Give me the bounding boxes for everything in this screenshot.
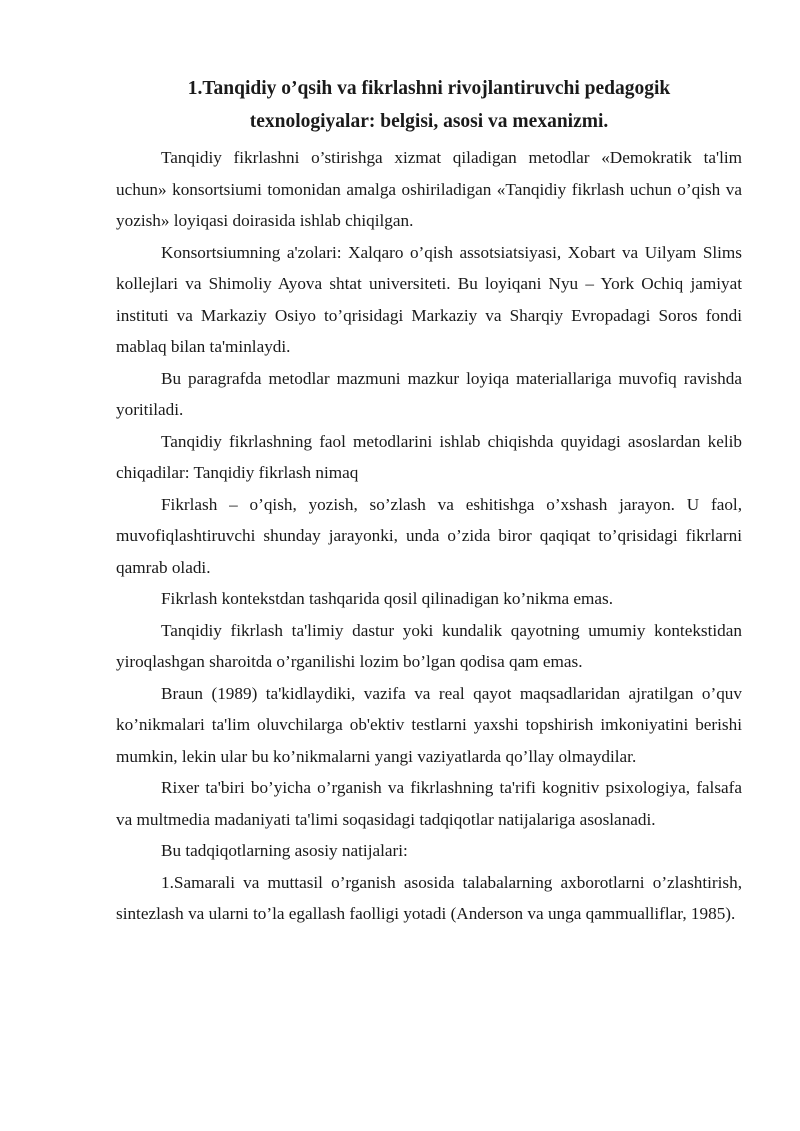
title-line-2: texnologiyalar: belgisi, asosi va mexanizmi. [249,111,609,132]
paragraph: Bu paragrafda metodlar mazmuni mazkur loyiqa materiallariga muvofiq ravishda yoritiladi. [116,368,742,419]
document-page [116,72,742,930]
paragraph: Braun (1989) ta'kidlaydiki, vazifa va real qayot maqsadlaridan ajratilgan o’quv ko’nikmalari ta'lim oluvchilarga ob'ektiv testlarni yaxshi topshirish imkoniyatini berishi mumkin, lekin ular bu ko’nikmalarni yangi vaziyatlarda qo’llay olmaydilar. [116,683,742,766]
paragraph: Konsortsiumning a'zolari: Xalqaro o’qish assotsiatsiyasi, Xobart va Uilyam Slims kollejlari va Shimoliy Ayova shtat universiteti. Bu loyiqani Nyu – York Ochiq jamiyat instituti va Markaziy Osiyo to’qrisidagi Markaziy va Sharqiy Evropadagi Soros fondi mablaq bilan ta'minlaydi. [116,242,742,356]
paragraph: Fikrlash kontekstdan tashqarida qosil qilinadigan ko’nikma emas. [161,589,614,608]
paragraph: Bu tadqiqotlarning asosiy natijalari: [161,841,408,860]
title-line-1: 1.Tanqidiy o’qsih va fikrlashni rivojlantiruvchi pedagogik [187,78,671,99]
paragraph: Fikrlash – o’qish, yozish, so’zlash va eshitishga o’xshash jarayon. U faol, muvofiqlashtiruvchi shunday jarayonki, unda o’zida biror qaqiqat to’qrisidagi fikrlarni qamrab oladi. [116,494,742,577]
document-title [116,72,742,138]
paragraph: Tanqidiy fikrlash ta'limiy dastur yoki kundalik qayotning umumiy kontekstidan yiroqlashgan sharoitda o’rganilishi lozim bo’lgan qodisa qam emas. [116,620,742,671]
paragraph: 1.Samarali va muttasil o’rganish asosida talabalarning axborotlarni o’zlashtirish, sintezlash va ularni to’la egallash faolligi yotadi (Anderson va unga qammualliflar, 1985). [116,872,742,923]
paragraph: Rixer ta'biri bo’yicha o’rganish va fikrlashning ta'rifi kognitiv psixologiya, falsafa va multmedia madaniyati ta'limi soqasidagi tadqiqotlar natijalariga asoslanadi. [116,778,742,829]
paragraph: Tanqidiy fikrlashni o’stirishga xizmat qiladigan metodlar «Demokratik ta'lim uchun» konsortsiumi tomonidan amalga oshiriladigan «Tanqidiy fikrlash uchun o’qish va yozish» loyiqasi doirasida ishlab chiqilgan. [116,148,742,230]
paragraph: Tanqidiy fikrlashning faol metodlarini ishlab chiqishda quyidagi asoslardan kelib chiqadilar: Tanqidiy fikrlash nimaq [116,431,742,482]
